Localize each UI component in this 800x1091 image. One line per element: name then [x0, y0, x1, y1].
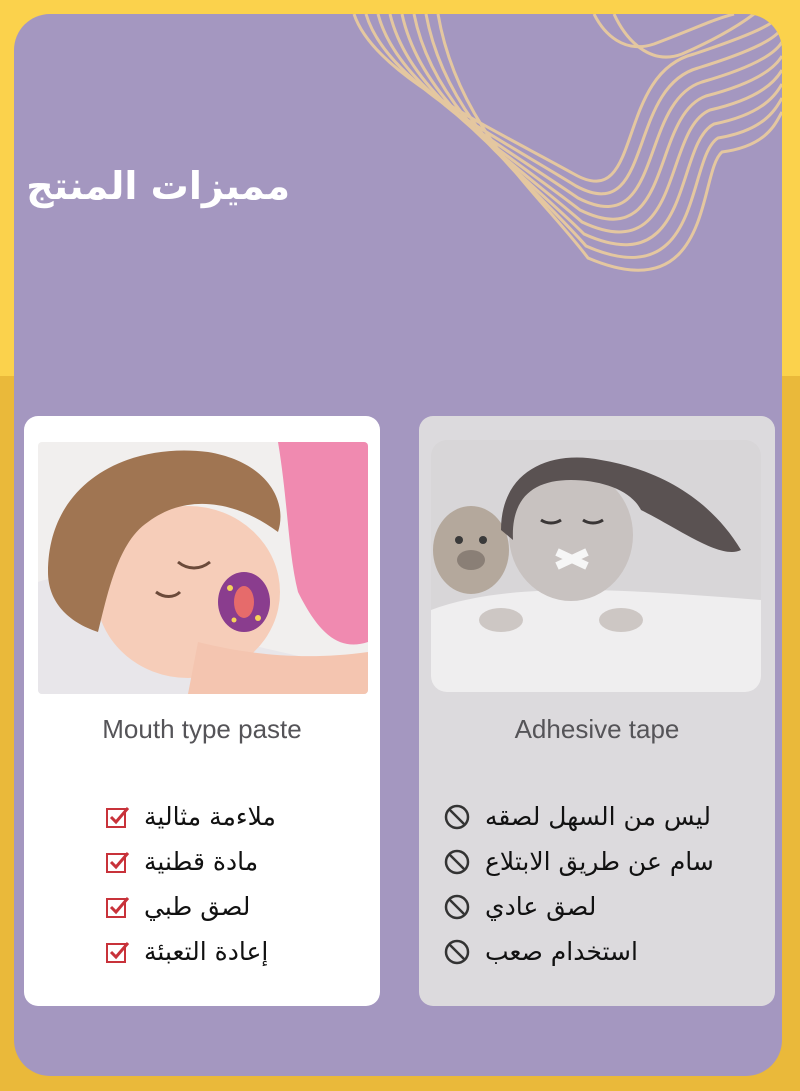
drawback-text: لصق عادي — [485, 892, 597, 921]
feature-list — [104, 794, 276, 974]
list-item — [104, 794, 276, 839]
list-item — [443, 839, 714, 884]
feature-text: ملاءمة مثالية — [144, 802, 276, 831]
card-label: Mouth type paste — [102, 714, 302, 744]
check-box-icon — [104, 804, 130, 830]
prohibited-icon — [443, 848, 471, 876]
card-adhesive-tape — [419, 416, 775, 1006]
check-box-icon — [104, 894, 130, 920]
card-label: Adhesive tape — [514, 714, 680, 744]
list-item — [104, 884, 276, 929]
feature-text: لصق طبي — [144, 892, 251, 921]
prohibited-icon — [443, 893, 471, 921]
drawback-text: استخدام صعب — [485, 937, 638, 966]
prohibited-icon — [443, 803, 471, 831]
feature-text: إعادة التعبئة — [144, 937, 269, 966]
check-box-icon — [104, 939, 130, 965]
sleeping-girl-mouth-patch-photo — [38, 442, 368, 694]
prohibited-icon — [443, 938, 471, 966]
drawback-list — [443, 794, 714, 974]
list-item — [104, 929, 276, 974]
drawback-text: ليس من السهل لصقه — [485, 802, 711, 831]
list-item — [443, 794, 714, 839]
check-box-icon — [104, 849, 130, 875]
list-item — [443, 884, 714, 929]
drawback-text: سام عن طريق الابتلاع — [485, 847, 714, 876]
list-item — [443, 929, 714, 974]
card-mouth-type-paste — [24, 416, 380, 1006]
list-item — [104, 839, 276, 884]
feature-text: مادة قطنية — [144, 847, 259, 876]
content-panel — [14, 14, 782, 1076]
page-title: مميزات المنتج — [26, 164, 290, 208]
sleeping-girl-tape-photo — [431, 440, 761, 692]
